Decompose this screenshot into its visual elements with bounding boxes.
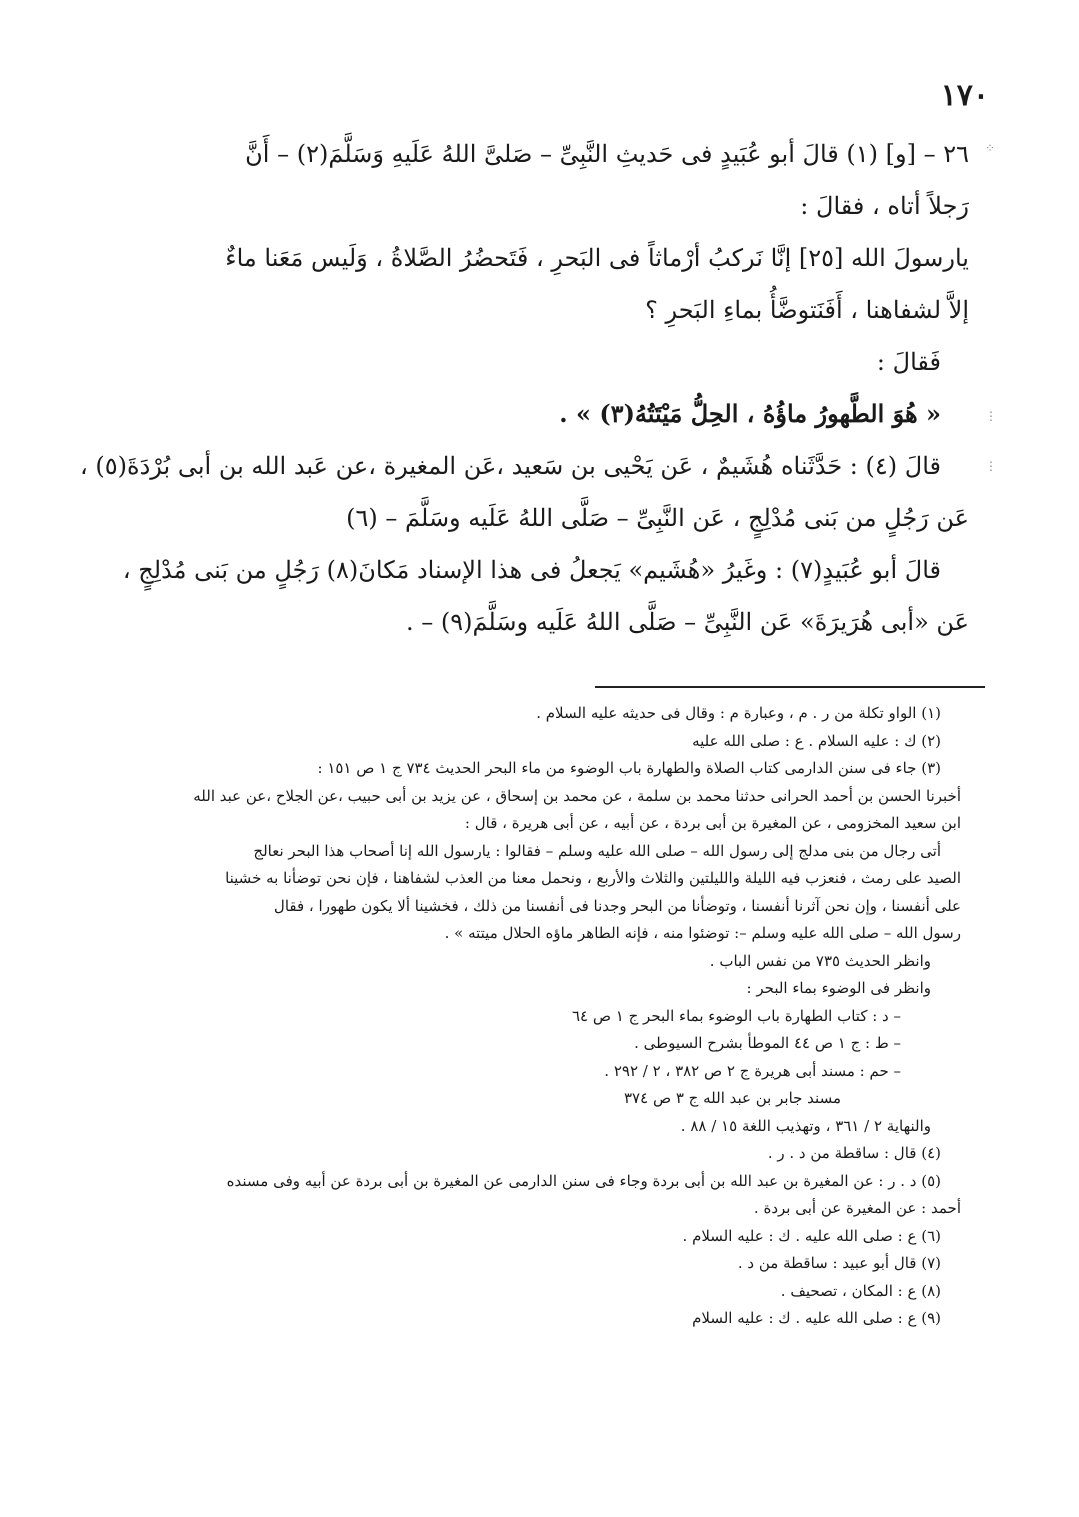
footnote: (٩) ع : صلى الله عليه . ك : عليه السلام bbox=[692, 1309, 941, 1327]
text-line: يارسولَ الله [٢٥] إنَّا نَركبُ أرْماثاً فى البَحرِ ، فَتَحضُرُ الصَّلاةُ ، وَلَيس مَعَنا ماءٌ bbox=[225, 244, 969, 272]
footnote-line: أخبرنا الحسن بن أحمد الحرانى حدثنا محمد بن سلمة ، عن محمد بن إسحاق ، عن يزيد بن أبى حبيب ،عن الجلاح ،عن عبد الله bbox=[193, 786, 961, 805]
footnote-line: أحمد : عن المغيرة عن أبى بردة . bbox=[753, 1199, 961, 1217]
margin-mark: ⋮ bbox=[985, 459, 997, 473]
text-line: رَجلاً أتاه ، فقالَ : bbox=[800, 192, 969, 220]
footnote-line: – ط : ج ١ ص ٤٤ الموطأ بشرح السيوطى . bbox=[634, 1034, 901, 1052]
footnote-line: – حم : مسند أبى هريرة ج ٢ ص ٣٨٢ ، ٢ / ٢٩٢ . bbox=[604, 1061, 901, 1080]
footnote-line: على أنفسنا ، وإن نحن آثرنا أنفسنا ، وتوضأنا من البحر وجدنا فى أنفسنا من ذلك ، فخشينا ألا يكون طهورا ، فقال bbox=[273, 896, 961, 915]
footnote: (٥) د . ر : عن المغيرة بن عبد الله بن أبى بردة وجاء فى سنن الدارمى عن المغيرة بن أبى بردة عن أبيه وفى مسنده bbox=[226, 1171, 941, 1190]
footnote: (٨) ع : المكان ، تصحيف . bbox=[780, 1281, 941, 1300]
margin-mark: ⁘ bbox=[985, 141, 996, 155]
text-line: إلاَّ لشفاهنا ، أَفَنَتوضَّأُ بماءِ البَحرِ ؟ bbox=[645, 296, 969, 324]
text-line: عَن «أبى هُرَيرَةَ» عَن النَّبِىِّ – صَلَّى اللهُ عَلَيه وسَلَّمَ(٩) – . bbox=[405, 608, 969, 636]
footnote-line: الصيد على رمث ، فنعزب فيه الليلة والليلتين والثلاث والأربع ، ونحمل معنا من العذب لشفاهنا ، فإن نحن توضأنا به خشينا bbox=[225, 869, 961, 887]
main-text bbox=[80, 128, 969, 648]
text-line: فَقالَ : bbox=[876, 348, 941, 376]
footnote: (٧) قال أبو عبيد : ساقطة من د . bbox=[737, 1254, 941, 1272]
footnote-line: – د : كتاب الطهارة باب الوضوء بماء البحر ج ١ ص ٦٤ bbox=[571, 1006, 901, 1025]
text-line: ٢٦ – [و] (١) قالَ أبو عُبَيدٍ فى حَديثِ النَّبِىِّ – صَلىَّ اللهُ عَلَيهِ وَسَلَّمَ(٢) – أَنَّ bbox=[245, 140, 969, 168]
footnotes bbox=[150, 700, 961, 1333]
text-line: عَن رَجُلٍ من بَنى مُدْلِجٍ ، عَن النَّبِىِّ – صَلَّى اللهُ عَلَيه وسَلَّمَ – (٦) bbox=[346, 504, 969, 532]
footnote-line: رسول الله – صلى الله عليه وسلم –: توضئوا منه ، فإنه الطاهر ماؤه الحلال ميتته » . bbox=[444, 924, 961, 942]
footnote-line: ابن سعيد المخزومى ، عن المغيرة بن أبى بردة ، عن أبيه ، عن أبى هريرة ، قال : bbox=[464, 814, 961, 832]
footnote: (٦) ع : صلى الله عليه . ك : عليه السلام . bbox=[682, 1226, 941, 1245]
page-number: ١٧٠ bbox=[940, 78, 989, 113]
footnote: (٢) ك : عليه السلام . ع : صلى الله عليه bbox=[692, 731, 941, 750]
text-line: قالَ (٤) : حَدَّثَناه هُشَيمٌ ، عَن يَحْيى بن سَعيد ،عَن المغيرة ،عن عَبد الله بن أبى بُرْدَةَ(٥) ، bbox=[80, 452, 941, 480]
footnote-line: وانظر فى الوضوء بماء البحر : bbox=[746, 979, 931, 997]
footnote: (١) الواو تكلة من ر . م ، وعبارة م : وقال فى حديثه عليه السلام . bbox=[536, 704, 941, 722]
footnote-line: وانظر الحديث ٧٣٥ من نفس الباب . bbox=[709, 951, 931, 970]
margin-mark: ⋮ bbox=[985, 409, 997, 423]
footnote-line: مسند جابر بن عبد الله ج ٣ ص ٣٧٤ bbox=[624, 1089, 841, 1107]
hadith-quote: « هُوَ الطَّهورُ ماؤُهُ ، الحِلُّ مَيْتَتُهُ(٣) » . bbox=[559, 399, 941, 428]
footnote-line: والنهاية ٢ / ٣٦١ ، وتهذيب اللغة ١٥ / ٨٨ . bbox=[680, 1116, 931, 1135]
footnote-line: أتى رجال من بنى مدلج إلى رسول الله – صلى الله عليه وسلم – فقالوا : يارسول الله إنا أصحاب هذا البحر نعالج bbox=[253, 841, 941, 860]
footnote: (٣) جاء فى سنن الدارمى كتاب الصلاة والطهارة باب الوضوء من ماء البحر الحديث ٧٣٤ ج ١ ص ١٥١ : bbox=[317, 759, 941, 777]
footnote: (٤) قال : ساقطة من د . ر . bbox=[767, 1144, 941, 1162]
footnote-separator bbox=[595, 686, 985, 688]
text-line: قالَ أبو عُبَيدٍ(٧) : وغَيرُ «هُشَيم» يَجعلُ فى هذا الإسناد مَكانَ(٨) رَجُلٍ من بَنى مُدْلِجٍ ، bbox=[122, 556, 941, 584]
